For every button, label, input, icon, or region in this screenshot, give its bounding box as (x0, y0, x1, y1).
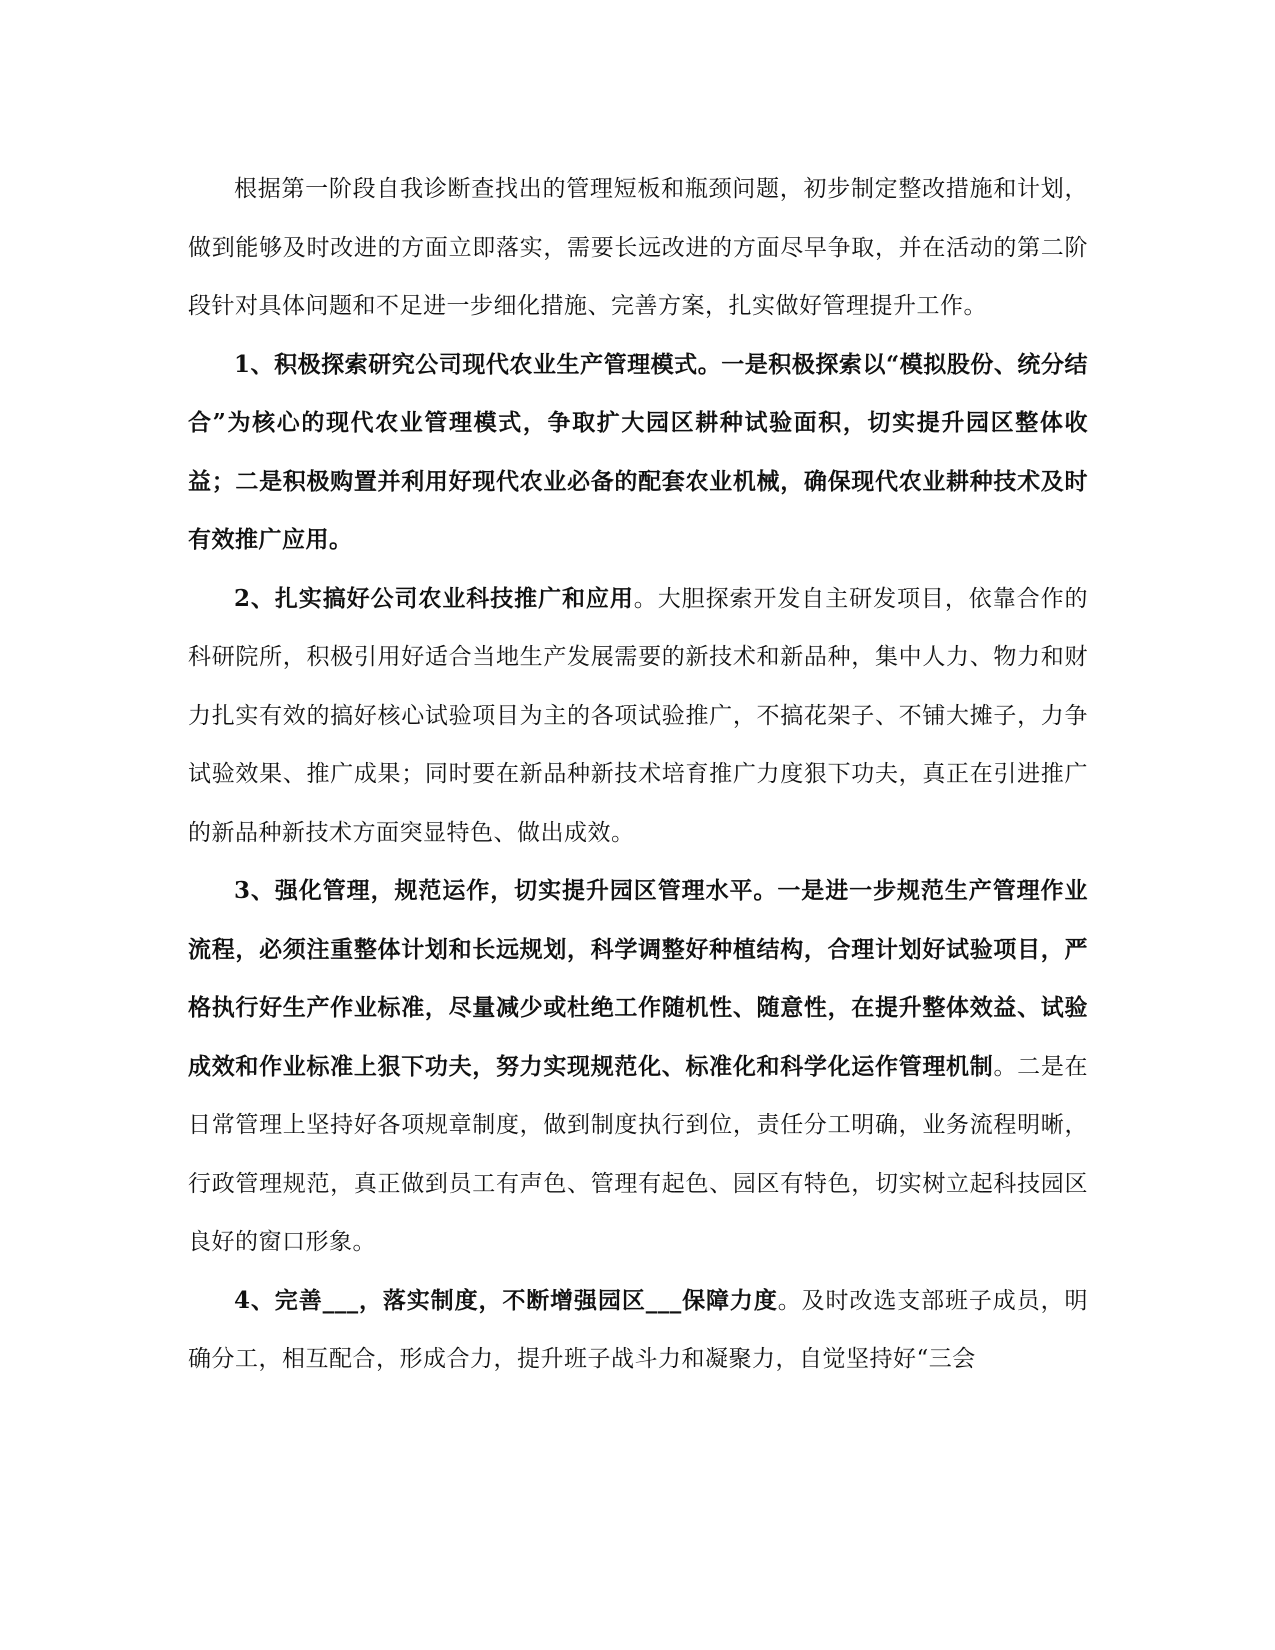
paragraph-item-1 (188, 336, 1088, 570)
paragraph-item-4-heading: 4、完善___，落实制度，不断增强园区___保障力度 (234, 1286, 778, 1314)
paragraph-item-4 (188, 1272, 1088, 1389)
paragraph-item-2 (188, 570, 1088, 863)
paragraph-intro (188, 160, 1088, 336)
paragraph-intro-text: 根据第一阶段自我诊断查找出的管理短板和瓶颈问题，初步制定整改措施和计划，做到能够及时改进的方面立即落实，需要长远改进的方面尽早争取，并在活动的第二阶段针对具体问题和不足进一步细化措施、完善方案，扎实做好管理提升工作。 (188, 176, 1088, 319)
paragraph-item-3-text: 。二是在日常管理上坚持好各项规章制度，做到制度执行到位，责任分工明确，业务流程明晰，行政管理规范，真正做到员工有声色、管理有起色、园区有特色，切实树立起科技园区良好的窗口形象。 (188, 1053, 1089, 1255)
paragraph-item-4-text: 。及时改选支部班子成员，明确分工，相互配合，形成合力，提升班子战斗力和凝聚力，自觉坚持好“三会 (188, 1287, 1088, 1372)
paragraph-item-1-heading: 1、积极探索研究公司现代农业生产管理模式。一是积极探索以“模拟股份、统分结合”为核心的现代农业管理模式，争取扩大园区耕种试验面积，切实提升园区整体收益；二是积极购置并利用好现代农业必备的配套农业机械，确保现代农业耕种技术及时有效推广应用。 (188, 350, 1088, 553)
paragraph-item-3-heading: 3、强化管理，规范运作，切实提升园区管理水平。一是进一步规范生产管理作业流程，必须注重整体计划和长远规划，科学调整好种植结构，合理计划好试验项目，严格执行好生产作业标准，尽量减少或杜绝工作随机性、随意性，在提升整体效益、试验成效和作业标准上狠下功夫，努力实现规范化、标准化和科学化运作管理机制 (188, 877, 1088, 1080)
paragraph-item-3 (188, 862, 1088, 1272)
document-body (188, 160, 1088, 1389)
paragraph-item-2-heading: 2、扎实搞好公司农业科技推广和应用 (234, 584, 634, 612)
paragraph-item-2-text: 。大胆探索开发自主研发项目，依靠合作的科研院所，积极引用好适合当地生产发展需要的新技术和新品种，集中人力、物力和财力扎实有效的搞好核心试验项目为主的各项试验推广，不搞花架子、不铺大摊子，力争试验效果、推广成果；同时要在新品种新技术培育推广力度狠下功夫，真正在引进推广的新品种新技术方面突显特色、做出成效。 (188, 585, 1089, 846)
